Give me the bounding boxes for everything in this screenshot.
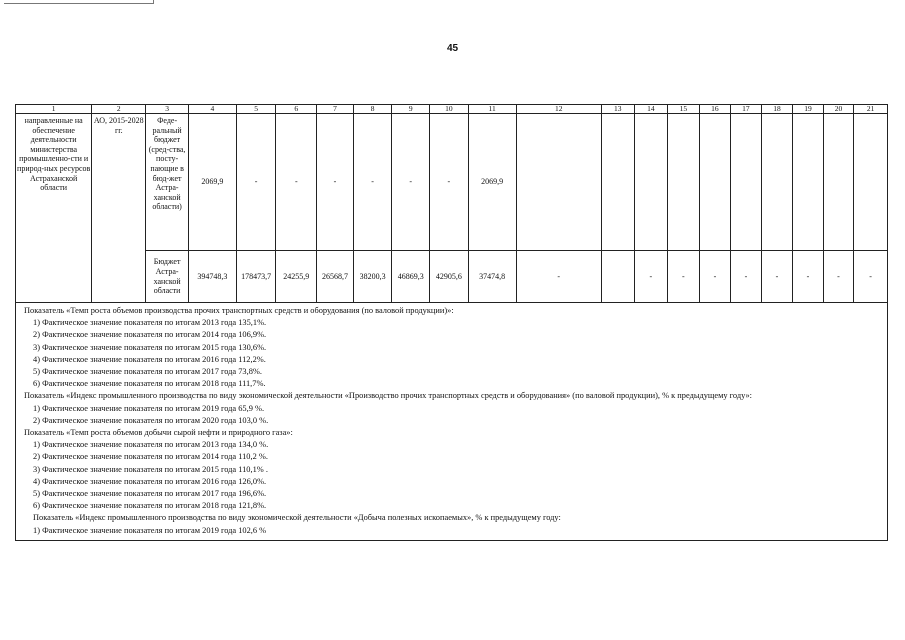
column-number: 13 — [602, 105, 635, 114]
column-number: 7 — [317, 105, 354, 114]
value-cell: - — [731, 251, 762, 303]
note-line: 5) Фактическое значение показателя по итогам 2017 года 196,6%. — [33, 489, 267, 499]
column-number: 15 — [668, 105, 700, 114]
note-line: 3) Фактическое значение показателя по итогам 2015 года 130,6%. — [33, 342, 267, 352]
column-number: 12 — [516, 105, 601, 114]
value-cell: 2069,9 — [188, 114, 236, 251]
column-number: 8 — [353, 105, 392, 114]
value-cell: - — [761, 251, 793, 303]
value-cell: - — [236, 114, 276, 251]
notes-row — [16, 303, 888, 541]
table-row-federal-budget — [16, 114, 888, 251]
value-cell — [516, 114, 601, 251]
note-line: 3) Фактическое значение показателя по итогам 2015 года 110,1% . — [33, 464, 268, 474]
value-cell — [668, 114, 700, 251]
column-number: 11 — [468, 105, 516, 114]
table-row-regional-budget — [16, 251, 888, 303]
value-cell — [602, 251, 635, 303]
value-cell — [854, 114, 888, 251]
note-line: 6) Фактическое значение показателя по итогам 2018 года 111,7%. — [33, 379, 266, 389]
value-cell — [731, 114, 762, 251]
funding-source-cell: Феде-ральный бюджет (сред-ства, посту-пающие в бюд-жет Астра-ханской области) — [146, 114, 189, 251]
column-number-row — [16, 105, 888, 114]
note-line: Показатель «Индекс промышленного производства по виду экономической деятельности «Добыча полезных ископаемых», % к предыдущему году: — [33, 513, 561, 523]
corner-rule — [4, 3, 154, 4]
column-number: 2 — [92, 105, 146, 114]
value-cell — [793, 114, 824, 251]
column-number: 6 — [276, 105, 317, 114]
column-number: 5 — [236, 105, 276, 114]
value-cell — [602, 114, 635, 251]
value-cell: - — [317, 114, 354, 251]
value-cell: - — [392, 114, 430, 251]
value-cell: 2069,9 — [468, 114, 516, 251]
value-cell: 42905,6 — [430, 251, 469, 303]
note-line: Показатель «Темп роста объемов добычи сырой нефти и природного газа»: — [24, 428, 293, 438]
value-cell: - — [668, 251, 700, 303]
column-number: 10 — [430, 105, 469, 114]
note-line: 2) Фактическое значение показателя по итогам 2014 года 110,2 %. — [33, 452, 268, 462]
value-cell: - — [793, 251, 824, 303]
column-number: 16 — [699, 105, 731, 114]
value-cell: 38200,3 — [353, 251, 392, 303]
column-number: 18 — [761, 105, 793, 114]
column-number: 20 — [823, 105, 854, 114]
note-line: 2) Фактическое значение показателя по итогам 2020 года 103,0 %. — [33, 415, 269, 425]
note-line: 5) Фактическое значение показателя по итогам 2017 года 73,8%. — [33, 367, 262, 377]
note-line: Показатель «Темп роста объемов производства прочих транспортных средств и оборудования (по валовой продукции)»: — [24, 306, 454, 315]
value-cell: - — [276, 114, 317, 251]
purpose-cell: направленные на обеспечение деятельности министерства промышленно-сти и природ-ных ресурсов Астраханской области — [16, 114, 92, 303]
note-line: 6) Фактическое значение показателя по итогам 2018 года 121,8%. — [33, 501, 267, 511]
column-number: 4 — [188, 105, 236, 114]
note-line: 1) Фактическое значение показателя по итогам 2013 года 135,1%. — [33, 318, 267, 328]
indicator-notes — [16, 303, 888, 541]
value-cell — [634, 114, 668, 251]
value-cell: 24255,9 — [276, 251, 317, 303]
note-line: Показатель «Индекс промышленного производства по виду экономической деятельности «Производство прочих транспортных средств и оборудования» (по валовой продукции), % к предыдущему году»: — [24, 391, 753, 401]
note-line: 4) Фактическое значение показателя по итогам 2016 года 126,0%. — [33, 476, 267, 486]
value-cell: - — [430, 114, 469, 251]
corner-rule-vertical — [153, 0, 154, 4]
column-number: 21 — [854, 105, 888, 114]
value-cell: 178473,7 — [236, 251, 276, 303]
executor-period-cell: АО, 2015-2028 гг. — [92, 114, 146, 303]
column-number: 9 — [392, 105, 430, 114]
value-cell: 37474,8 — [468, 251, 516, 303]
value-cell — [761, 114, 793, 251]
budget-table — [15, 104, 888, 541]
page-number: 45 — [446, 43, 459, 54]
note-line: 1) Фактическое значение показателя по итогам 2013 года 134,0 %. — [33, 440, 269, 450]
value-cell: - — [854, 251, 888, 303]
note-line: 1) Фактическое значение показателя по итогам 2019 года 65,9 %. — [33, 403, 265, 413]
column-number: 3 — [146, 105, 189, 114]
column-number: 1 — [16, 105, 92, 114]
value-cell: 26568,7 — [317, 251, 354, 303]
note-line: 2) Фактическое значение показателя по итогам 2014 года 106,9%. — [33, 330, 267, 340]
column-number: 14 — [634, 105, 668, 114]
value-cell: - — [699, 251, 731, 303]
value-cell: - — [823, 251, 854, 303]
value-cell: - — [634, 251, 668, 303]
value-cell: 394748,3 — [188, 251, 236, 303]
value-cell: - — [353, 114, 392, 251]
funding-source-cell: Бюджет Астра-ханской области — [146, 251, 189, 303]
column-number: 17 — [731, 105, 762, 114]
value-cell — [823, 114, 854, 251]
value-cell — [699, 114, 731, 251]
column-number: 19 — [793, 105, 824, 114]
note-line: 1) Фактическое значение показателя по итогам 2019 года 102,6 % — [33, 525, 267, 535]
value-cell: 46869,3 — [392, 251, 430, 303]
value-cell: - — [516, 251, 601, 303]
note-line: 4) Фактическое значение показателя по итогам 2016 года 112,2%. — [33, 354, 266, 364]
